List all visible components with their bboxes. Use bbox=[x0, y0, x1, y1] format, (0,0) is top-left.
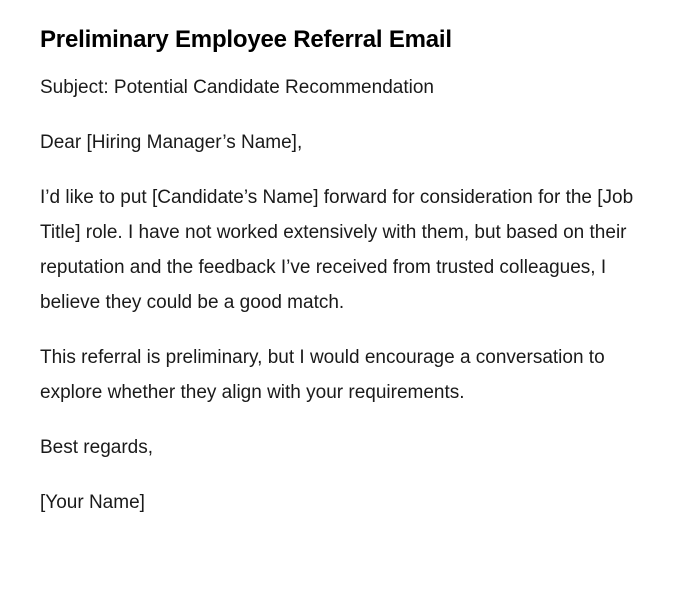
email-greeting: Dear [Hiring Manager’s Name], bbox=[40, 132, 303, 153]
email-subject: Subject: Potential Candidate Recommendation bbox=[40, 77, 434, 98]
email-document bbox=[40, 24, 650, 540]
email-body-paragraph-1: I’d like to put [Candidate’s Name] forward for consideration for the [Job Title] role. I have not worked extensively with them, but based on their reputation and the feedback I’ve received from trusted colleagues, I believe they could be a good match. bbox=[40, 187, 634, 313]
email-body-paragraph-2: This referral is preliminary, but I would encourage a conversation to explore whether they align with your requirements. bbox=[40, 347, 605, 403]
email-signature: [Your Name] bbox=[40, 492, 145, 513]
email-closing: Best regards, bbox=[40, 437, 153, 458]
document-title: Preliminary Employee Referral Email bbox=[40, 26, 452, 53]
